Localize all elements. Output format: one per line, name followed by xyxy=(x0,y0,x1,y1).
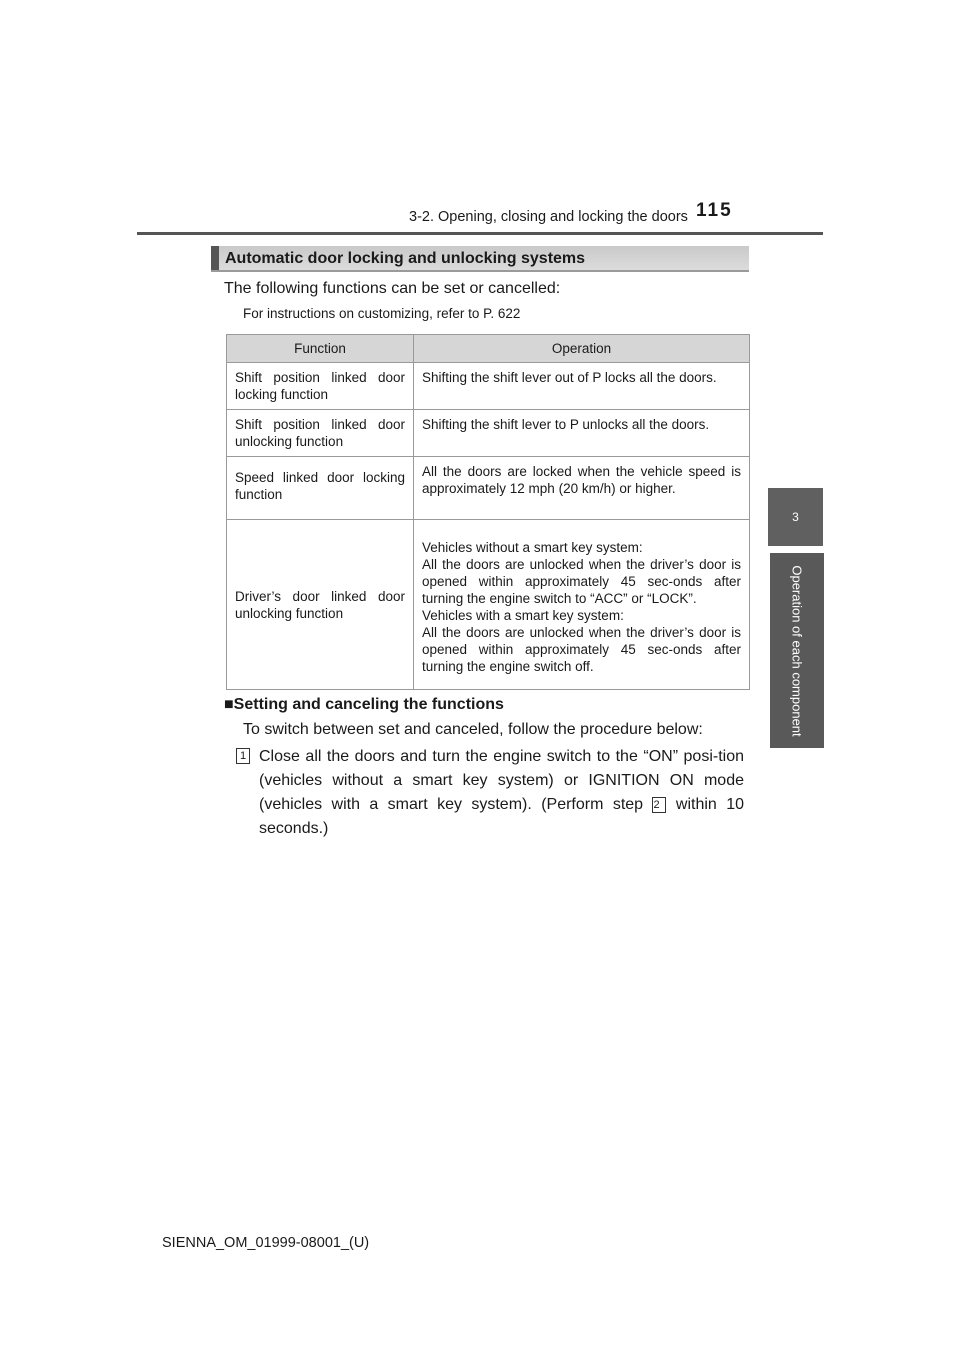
procedure-intro: To switch between set and canceled, follow the procedure below: xyxy=(243,721,703,738)
step-text xyxy=(259,745,744,841)
function-cell: Driver’s door linked door unlocking function xyxy=(227,520,414,690)
operation-line: All the doors are unlocked when the driver’s door is opened within approximately 45 sec-onds after turning the engine switch to “ACC” or “LOCK”. xyxy=(422,556,741,606)
function-cell: Shift position linked door locking function xyxy=(227,363,414,410)
table-row xyxy=(227,520,750,690)
section-title: 3-2. Opening, closing and locking the doors xyxy=(409,209,688,225)
square-bullet-icon: ■ xyxy=(224,696,234,713)
chapter-number-tab xyxy=(768,488,823,546)
subsection-heading xyxy=(224,696,504,714)
function-cell: Speed linked door locking function xyxy=(227,457,414,520)
header-rule xyxy=(137,232,823,235)
page-number: 115 xyxy=(696,200,733,221)
operation-cell: Shifting the shift lever to P unlocks all the doors. xyxy=(414,410,750,457)
section-banner-title: Automatic door locking and unlocking systems xyxy=(225,250,586,267)
chapter-title: Operation of each component xyxy=(789,564,805,737)
chapter-number: 3 xyxy=(792,510,799,524)
function-cell: Shift position linked door unlocking function xyxy=(227,410,414,457)
section-banner xyxy=(211,246,749,272)
step-text-tail: within 10 seconds.) xyxy=(259,796,744,837)
operation-cell: All the doors are locked when the vehicle speed is approximately 12 mph (20 km/h) or higher. xyxy=(414,457,750,520)
customize-note: For instructions on customizing, refer to P. 622 xyxy=(243,306,521,321)
operation-line: Vehicles without a smart key system: xyxy=(422,539,643,555)
operation-cell: Shifting the shift lever out of P locks all the doors. xyxy=(414,363,750,410)
functions-table xyxy=(226,334,750,690)
step-number-badge: 1 xyxy=(236,748,250,764)
document-code: SIENNA_OM_01999-08001_(U) xyxy=(162,1235,370,1251)
operation-line: All the doors are unlocked when the driver’s door is opened within approximately 45 sec-onds after turning the engine switch off. xyxy=(422,624,741,674)
subsection-heading-text: Setting and canceling the functions xyxy=(233,696,504,713)
operation-line: Vehicles with a smart key system: xyxy=(422,607,624,623)
table-row xyxy=(227,457,750,520)
table-row xyxy=(227,363,750,410)
intro-text: The following functions can be set or cancelled: xyxy=(224,280,561,297)
operation-cell xyxy=(414,520,750,690)
step-text-main: Close all the doors and turn the engine switch to the “ON” posi-tion (vehicles without a smart key system) or IGNITION ON mode (vehicles with a smart key system). (Perform step xyxy=(259,748,744,813)
chapter-title-tab xyxy=(770,553,824,748)
column-header-operation: Operation xyxy=(414,335,750,363)
table-row xyxy=(227,410,750,457)
step-reference-badge: 2 xyxy=(652,797,666,813)
table-header-row xyxy=(227,335,750,363)
column-header-function: Function xyxy=(227,335,414,363)
